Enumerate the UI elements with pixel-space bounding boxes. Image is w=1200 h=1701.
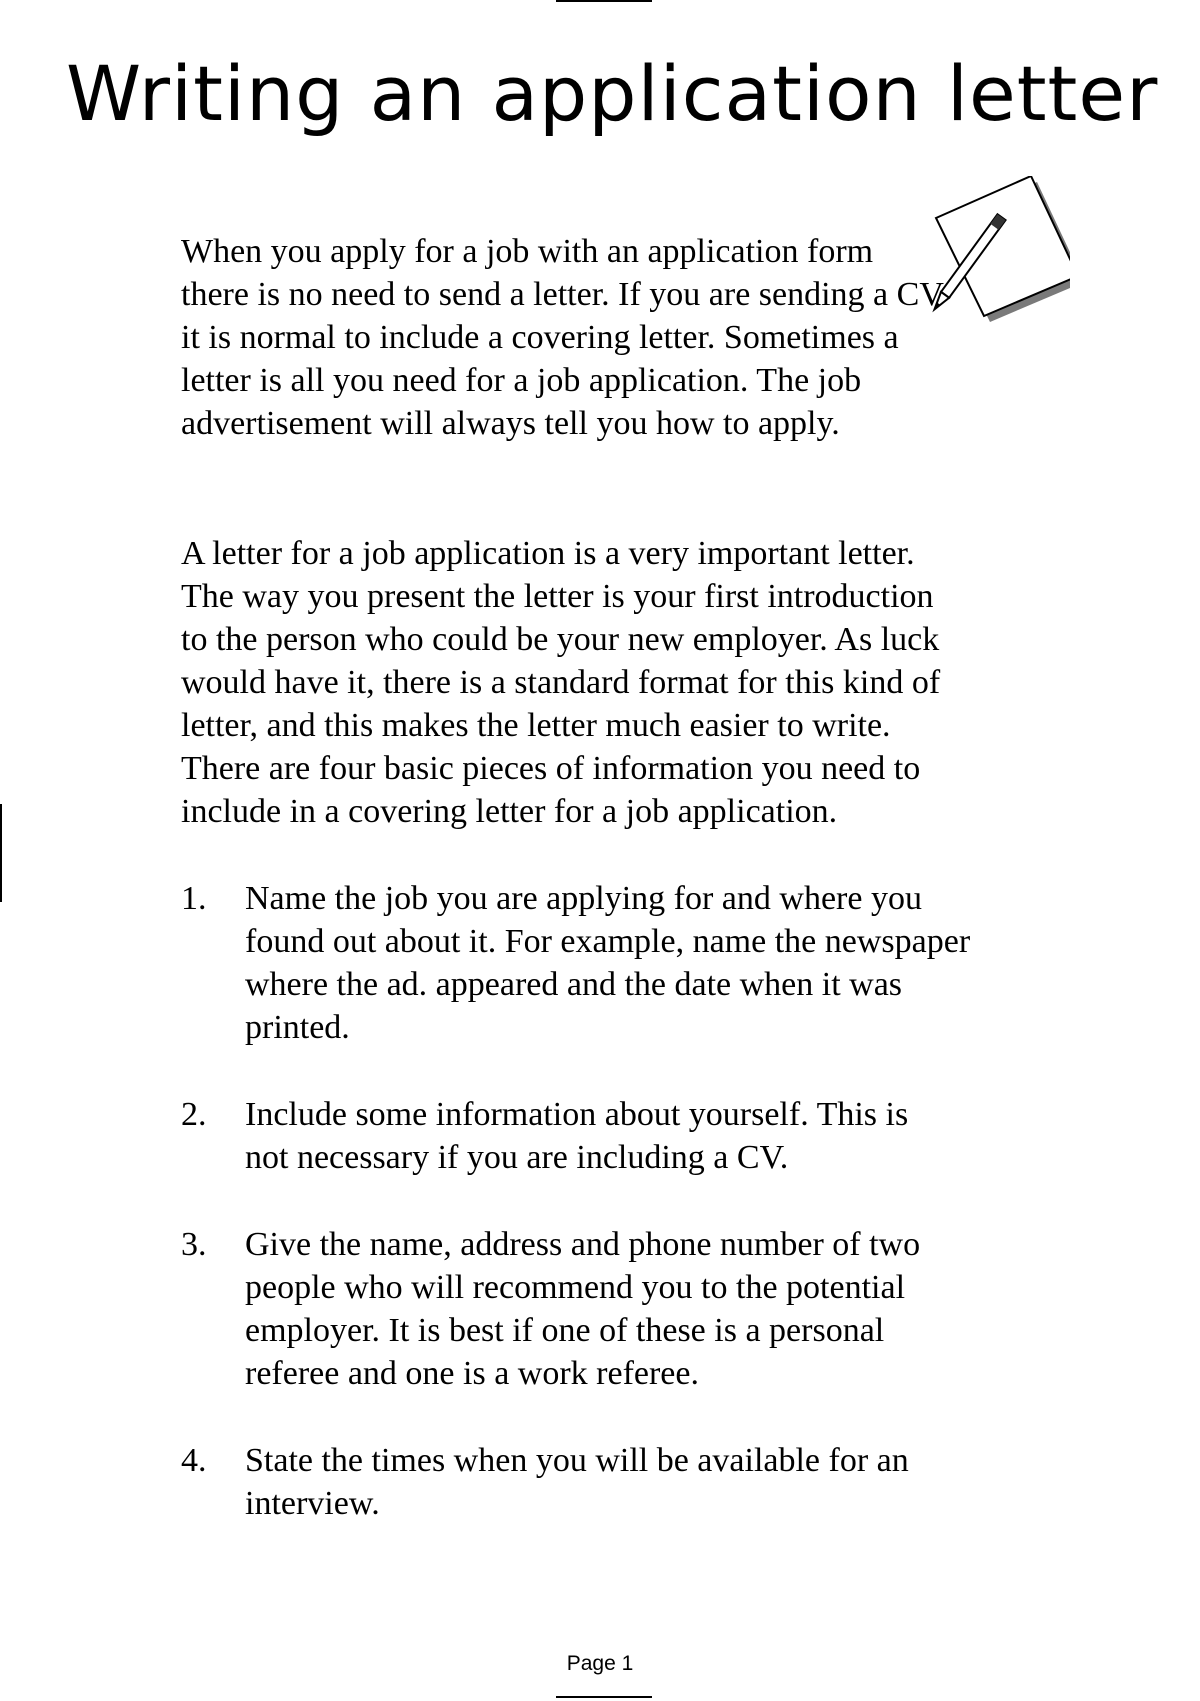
list-item [181, 1223, 1041, 1395]
list-item [181, 1093, 1041, 1179]
page-number: Page 1 [566, 1652, 634, 1675]
list-text: Name the job you are applying for and where you found out about it. For example, name the newspaper where the ad. appeared and the date when it was printed. [245, 880, 971, 1046]
list-number: 3. [181, 1226, 207, 1263]
bottom-edge-rule [556, 1696, 652, 1698]
margin-mark [0, 804, 2, 902]
list-item [181, 877, 1041, 1049]
page-title: Writing an application letter [66, 49, 1159, 138]
steps-list [181, 877, 1041, 1525]
list-number: 1. [181, 880, 207, 917]
list-text: State the times when you will be available for an interview. [245, 1442, 909, 1522]
document-body [181, 230, 1041, 1569]
list-text: Include some information about yourself. This is not necessary if you are including a CV. [245, 1096, 909, 1176]
list-item [181, 1439, 1041, 1525]
second-paragraph: A letter for a job application is a very important letter. The way you present the letter is your first introduction to the person who could be your new employer. As luck would have it, there is a standard format for this kind of letter, and this makes the letter much easier to write. There are four basic pieces of information you need to include in a covering letter for a job application. [181, 535, 941, 830]
intro-paragraph: When you apply for a job with an application form there is no need to send a letter. If you are sending a CV it is normal to include a covering letter. Sometimes a letter is all you need for a job application. The job advertisement will always tell you how to apply. [181, 233, 944, 442]
top-edge-rule [556, 0, 652, 2]
list-text: Give the name, address and phone number of two people who will recommend you to the potential employer. It is best if one of these is a personal referee and one is a work referee. [245, 1226, 921, 1392]
list-number: 2. [181, 1096, 207, 1133]
list-number: 4. [181, 1442, 207, 1479]
